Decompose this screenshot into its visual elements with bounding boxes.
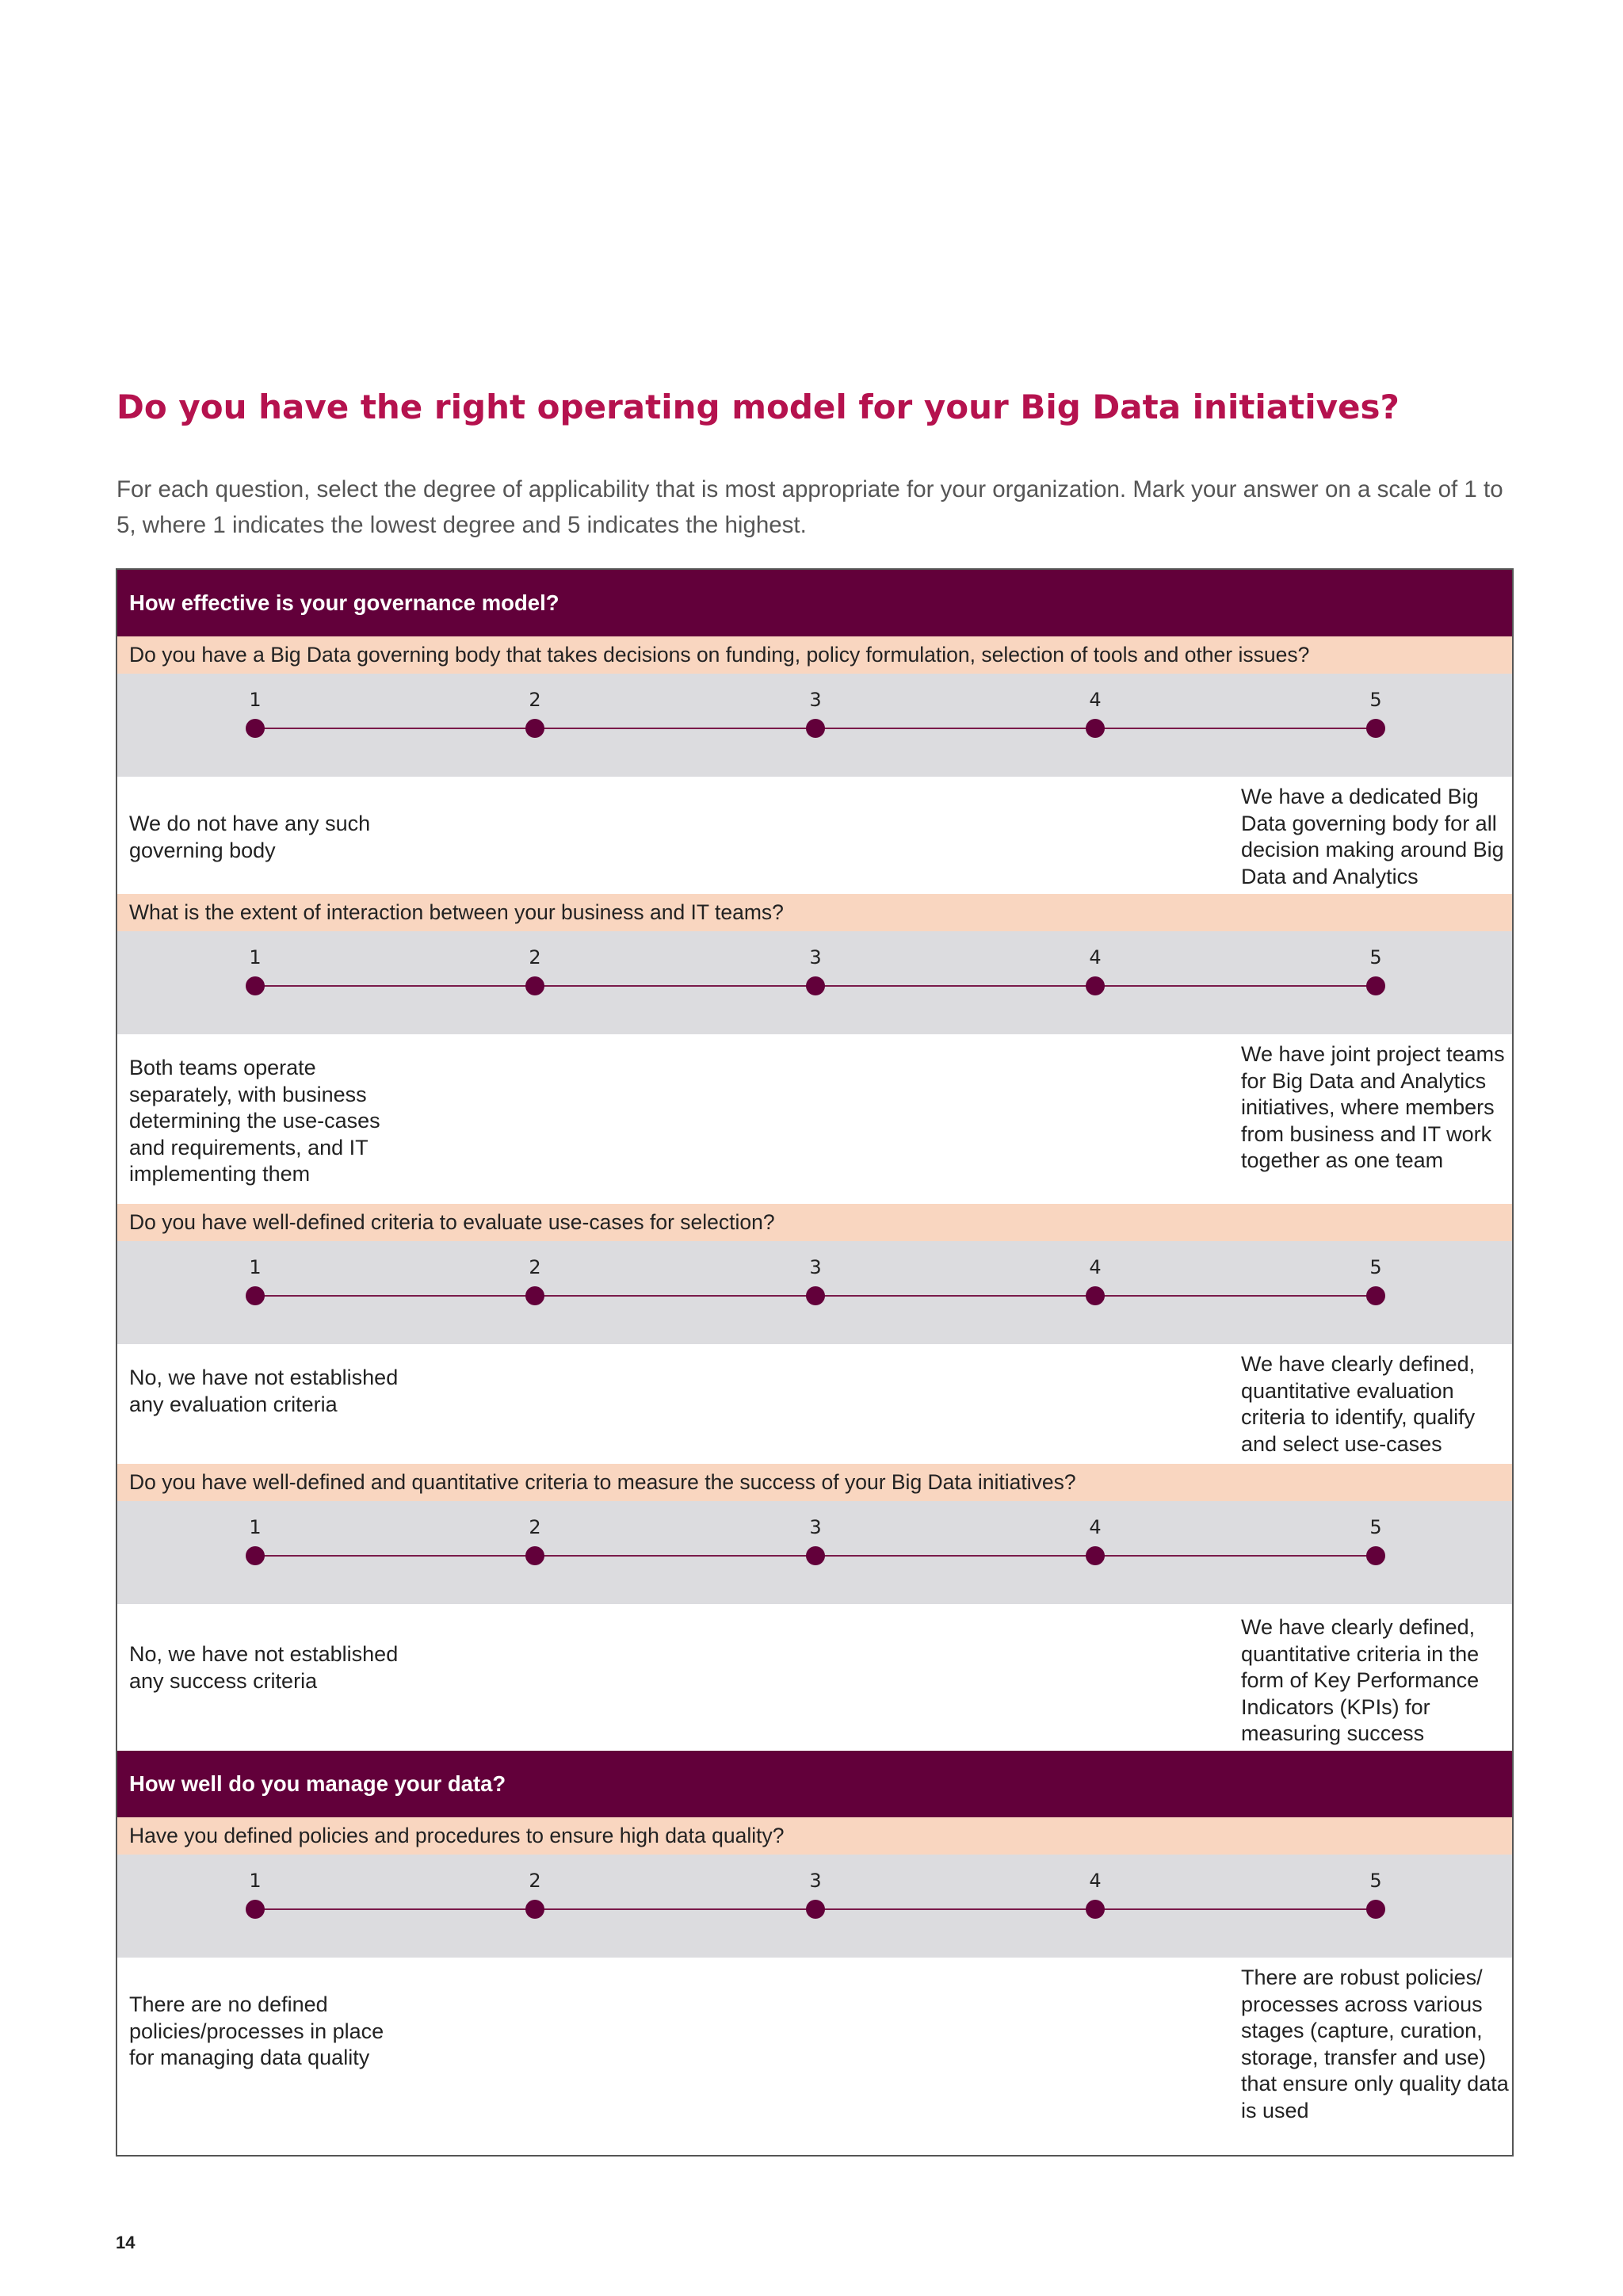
rating-scale [117,1855,1512,1958]
scale-label: 1 [249,1516,262,1538]
scale-label: 1 [249,1870,262,1892]
scale-label: 3 [809,1256,822,1278]
scale-label: 5 [1369,689,1382,711]
rating-option-3[interactable] [806,1286,825,1305]
assessment-table [116,568,1514,2157]
high-anchor-text: We have clearly defined, quantitative evaluation criteria to identify, qualify and select use-cases [1241,1352,1476,1456]
rating-option-5[interactable] [1366,976,1385,995]
question-row: Do you have a Big Data governing body that takes decisions on funding, policy formulation, selection of tools and other issues? [117,636,1512,674]
scale-label: 4 [1089,689,1102,711]
rating-option-2[interactable] [525,1546,544,1565]
section-header: How well do you manage your data? [117,1751,1512,1817]
rating-option-5[interactable] [1366,1286,1385,1305]
rating-option-4[interactable] [1086,1900,1105,1919]
question-row: What is the extent of interaction between your business and IT teams? [117,894,1512,931]
intro-text: For each question, select the degree of applicability that is most appropriate for your organization. Mark your answer on a scale of 1 to 5, where 1 indicates the lowest degree and 5 indicates the highest. [116,476,1503,538]
question-row: Do you have well-defined criteria to evaluate use-cases for selection? [117,1204,1512,1241]
low-anchor-text: No, we have not established any success criteria [129,1642,399,1693]
rating-option-1[interactable] [246,976,265,995]
high-anchor-text: There are robust policies/ processes across various stages (capture, curation, storage, transfer and use) that ensure only quality data is used [1241,1966,1509,2122]
scale-label: 1 [249,1256,262,1278]
rating-scale [117,1241,1512,1344]
rating-option-5[interactable] [1366,1900,1385,1919]
rating-scale [117,1501,1512,1604]
rating-option-4[interactable] [1086,1546,1105,1565]
scale-label: 5 [1369,1516,1382,1538]
scale-label: 5 [1369,1256,1382,1278]
scale-label: 4 [1089,1516,1102,1538]
scale-label: 5 [1369,946,1382,968]
rating-option-1[interactable] [246,719,265,738]
rating-option-5[interactable] [1366,1546,1385,1565]
scale-label: 3 [809,689,822,711]
page-title: Do you have the right operating model for your Big Data initiatives? [116,388,1400,426]
low-anchor-text: Both teams operate separately, with business determining the use-cases and requirements, and IT implementing them [129,1056,380,1186]
scale-label: 2 [529,946,541,968]
question-row: Do you have well-defined and quantitative criteria to measure the success of your Big Data initiatives? [117,1464,1512,1501]
high-anchor-text: We have joint project teams for Big Data and Analytics initiatives, where members from business and IT work together as one team [1241,1042,1505,1172]
rating-option-2[interactable] [525,976,544,995]
rating-option-1[interactable] [246,1286,265,1305]
scale-label: 1 [249,689,262,711]
question-row: Have you defined policies and procedures to ensure high data quality? [117,1817,1512,1855]
scale-label: 4 [1089,1256,1102,1278]
scale-label: 2 [529,1870,541,1892]
low-anchor-text: We do not have any such governing body [129,812,371,862]
low-anchor-text: No, we have not established any evaluation criteria [129,1366,399,1416]
rating-option-1[interactable] [246,1546,265,1565]
scale-label: 5 [1369,1870,1382,1892]
scale-label: 1 [249,946,262,968]
rating-option-4[interactable] [1086,719,1105,738]
rating-option-5[interactable] [1366,719,1385,738]
scale-label: 3 [809,946,822,968]
scale-label: 3 [809,1870,822,1892]
high-anchor-text: We have a dedicated Big Data governing body for all decision making around Big Data and Analytics [1241,785,1504,888]
rating-option-1[interactable] [246,1900,265,1919]
scale-label: 2 [529,689,541,711]
page-number: 14 [116,2233,136,2252]
rating-option-3[interactable] [806,1546,825,1565]
rating-scale [117,931,1512,1034]
scale-label: 2 [529,1256,541,1278]
rating-option-3[interactable] [806,1900,825,1919]
rating-scale [117,674,1512,777]
rating-option-3[interactable] [806,976,825,995]
rating-option-2[interactable] [525,1900,544,1919]
rating-option-2[interactable] [525,1286,544,1305]
rating-option-4[interactable] [1086,976,1105,995]
scale-label: 2 [529,1516,541,1538]
scale-label: 3 [809,1516,822,1538]
section-header: How effective is your governance model? [117,570,1512,636]
rating-option-4[interactable] [1086,1286,1105,1305]
low-anchor-text: There are no defined policies/processes in place for managing data quality [129,1992,384,2069]
high-anchor-text: We have clearly defined, quantitative criteria in the form of Key Performance Indicators (KPIs) for measuring success [1241,1615,1480,1745]
scale-label: 4 [1089,1870,1102,1892]
rating-option-2[interactable] [525,719,544,738]
scale-label: 4 [1089,946,1102,968]
rating-option-3[interactable] [806,719,825,738]
